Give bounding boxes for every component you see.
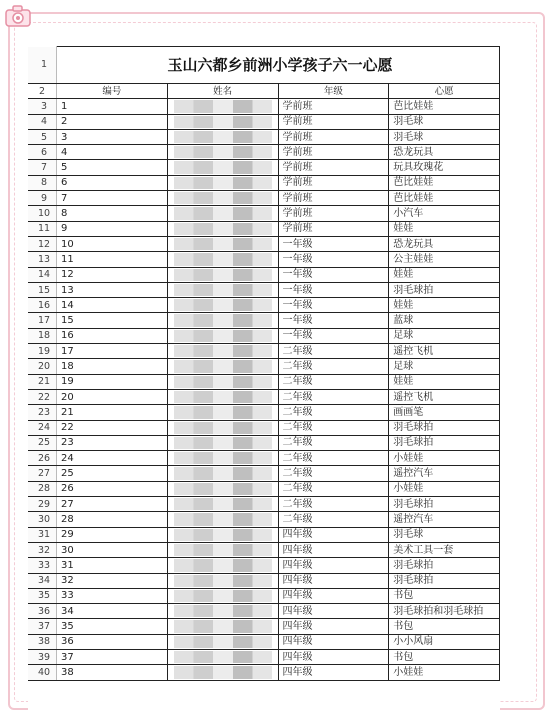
cell-grade: 学前班 <box>278 191 389 206</box>
cell-wish: 羽毛球拍 <box>389 420 500 435</box>
cell-wish: 书包 <box>389 649 500 664</box>
cell-no: 38 <box>57 665 168 680</box>
cell-no: 26 <box>57 481 168 496</box>
header-row <box>28 84 500 99</box>
cell-name-redacted <box>167 221 278 236</box>
cell-grade: 四年级 <box>278 573 389 588</box>
cell-name-redacted <box>167 359 278 374</box>
table-row <box>28 313 500 328</box>
table-row <box>28 175 500 190</box>
table-row <box>28 191 500 206</box>
cell-name-redacted <box>167 649 278 664</box>
table-row <box>28 466 500 481</box>
cell-name-redacted <box>167 267 278 282</box>
cell-name-redacted <box>167 588 278 603</box>
table-row <box>28 236 500 251</box>
table-row <box>28 206 500 221</box>
table-row <box>28 221 500 236</box>
row-number: 27 <box>28 466 57 481</box>
cell-name-redacted <box>167 527 278 542</box>
cell-grade: 二年级 <box>278 389 389 404</box>
redaction-mosaic <box>174 177 272 189</box>
cell-name-redacted <box>167 420 278 435</box>
cell-name-redacted <box>167 389 278 404</box>
cell-no: 25 <box>57 466 168 481</box>
row-number: 28 <box>28 481 57 496</box>
cell-wish: 娃娃 <box>389 298 500 313</box>
cell-name-redacted <box>167 604 278 619</box>
table-row <box>28 451 500 466</box>
row-number: 2 <box>28 84 57 99</box>
cell-wish: 遥控汽车 <box>389 466 500 481</box>
cell-grade: 二年级 <box>278 420 389 435</box>
row-number: 15 <box>28 282 57 297</box>
row-number: 8 <box>28 175 57 190</box>
cell-wish: 小汽车 <box>389 206 500 221</box>
redaction-mosaic <box>174 391 272 403</box>
cell-wish: 羽毛球拍 <box>389 573 500 588</box>
cell-grade: 四年级 <box>278 588 389 603</box>
table-row <box>28 481 500 496</box>
redaction-mosaic <box>174 636 272 648</box>
redaction-mosaic <box>174 559 272 571</box>
cell-name-redacted <box>167 328 278 343</box>
cell-no: 8 <box>57 206 168 221</box>
table-row <box>28 129 500 144</box>
row-number: 10 <box>28 206 57 221</box>
row-number: 4 <box>28 114 57 129</box>
cell-grade: 学前班 <box>278 99 389 114</box>
cell-no: 32 <box>57 573 168 588</box>
table-row <box>28 527 500 542</box>
redaction-mosaic <box>174 437 272 449</box>
cell-wish: 恐龙玩具 <box>389 145 500 160</box>
cell-name-redacted <box>167 282 278 297</box>
cell-wish: 羽毛球 <box>389 527 500 542</box>
cell-wish: 小小风扇 <box>389 634 500 649</box>
cell-no: 14 <box>57 298 168 313</box>
cell-wish: 羽毛球拍 <box>389 497 500 512</box>
cell-grade: 四年级 <box>278 527 389 542</box>
cell-no: 15 <box>57 313 168 328</box>
cell-wish: 小娃娃 <box>389 481 500 496</box>
row-number: 24 <box>28 420 57 435</box>
cell-wish: 羽毛球 <box>389 114 500 129</box>
cell-no: 21 <box>57 405 168 420</box>
cell-no: 20 <box>57 389 168 404</box>
row-number: 3 <box>28 99 57 114</box>
cell-grade: 一年级 <box>278 267 389 282</box>
table-row <box>28 114 500 129</box>
table-row <box>28 588 500 603</box>
redaction-mosaic <box>174 345 272 357</box>
redaction-mosaic <box>174 284 272 296</box>
cell-wish: 美术工具一套 <box>389 542 500 557</box>
row-number: 12 <box>28 236 57 251</box>
row-number: 1 <box>28 47 57 84</box>
cell-name-redacted <box>167 313 278 328</box>
cell-wish: 娃娃 <box>389 221 500 236</box>
table-row <box>28 405 500 420</box>
cell-grade: 四年级 <box>278 665 389 680</box>
cell-no: 34 <box>57 604 168 619</box>
table-row <box>28 282 500 297</box>
cell-no: 17 <box>57 344 168 359</box>
cell-wish: 小娃娃 <box>389 665 500 680</box>
redaction-mosaic <box>174 253 272 265</box>
table-row <box>28 298 500 313</box>
cell-wish: 小娃娃 <box>389 451 500 466</box>
cell-grade: 二年级 <box>278 451 389 466</box>
cell-grade: 学前班 <box>278 221 389 236</box>
cell-name-redacted <box>167 114 278 129</box>
redaction-mosaic <box>174 605 272 617</box>
cell-grade: 四年级 <box>278 604 389 619</box>
cell-no: 9 <box>57 221 168 236</box>
cell-name-redacted <box>167 160 278 175</box>
cell-name-redacted <box>167 497 278 512</box>
table-row <box>28 374 500 389</box>
cell-name-redacted <box>167 466 278 481</box>
cell-no: 11 <box>57 252 168 267</box>
table-row <box>28 99 500 114</box>
cell-grade: 四年级 <box>278 542 389 557</box>
cell-no: 3 <box>57 129 168 144</box>
cell-no: 33 <box>57 588 168 603</box>
cell-no: 5 <box>57 160 168 175</box>
redaction-mosaic <box>174 360 272 372</box>
cell-grade: 二年级 <box>278 359 389 374</box>
cell-no: 19 <box>57 374 168 389</box>
row-number: 16 <box>28 298 57 313</box>
cell-name-redacted <box>167 145 278 160</box>
page-title: 玉山六都乡前洲小学孩子六一心愿 <box>57 47 500 84</box>
redaction-mosaic <box>174 590 272 602</box>
cell-name-redacted <box>167 542 278 557</box>
cell-no: 12 <box>57 267 168 282</box>
cell-wish: 遥控飞机 <box>389 344 500 359</box>
table-row <box>28 145 500 160</box>
cell-grade: 一年级 <box>278 236 389 251</box>
redaction-mosaic <box>174 269 272 281</box>
cell-wish: 公主娃娃 <box>389 252 500 267</box>
cell-no: 7 <box>57 191 168 206</box>
table-row <box>28 558 500 573</box>
cell-grade: 一年级 <box>278 328 389 343</box>
cell-no: 24 <box>57 451 168 466</box>
cell-grade: 学前班 <box>278 175 389 190</box>
row-number: 5 <box>28 129 57 144</box>
cell-wish: 芭比娃娃 <box>389 191 500 206</box>
row-number: 40 <box>28 665 57 680</box>
cell-no: 1 <box>57 99 168 114</box>
cell-name-redacted <box>167 634 278 649</box>
table-row <box>28 160 500 175</box>
row-number: 13 <box>28 252 57 267</box>
redaction-mosaic <box>174 483 272 495</box>
wish-table <box>28 46 500 681</box>
redaction-mosaic <box>174 376 272 388</box>
redaction-mosaic <box>174 513 272 525</box>
row-number: 11 <box>28 221 57 236</box>
cell-grade: 二年级 <box>278 497 389 512</box>
redaction-mosaic <box>174 575 272 587</box>
cell-name-redacted <box>167 619 278 634</box>
redaction-mosaic <box>174 207 272 219</box>
row-number: 31 <box>28 527 57 542</box>
cell-grade: 四年级 <box>278 634 389 649</box>
cell-name-redacted <box>167 191 278 206</box>
cell-wish: 羽毛球 <box>389 129 500 144</box>
cell-no: 28 <box>57 512 168 527</box>
table-row <box>28 435 500 450</box>
table-row <box>28 649 500 664</box>
redaction-mosaic <box>174 330 272 342</box>
table-row <box>28 359 500 374</box>
cell-name-redacted <box>167 481 278 496</box>
cell-name-redacted <box>167 99 278 114</box>
cell-no: 13 <box>57 282 168 297</box>
cell-wish: 羽毛球拍和羽毛球拍 <box>389 604 500 619</box>
redaction-mosaic <box>174 452 272 464</box>
redaction-mosaic <box>174 192 272 204</box>
row-number: 26 <box>28 451 57 466</box>
row-number: 35 <box>28 588 57 603</box>
cell-grade: 四年级 <box>278 558 389 573</box>
row-number: 19 <box>28 344 57 359</box>
cell-no: 30 <box>57 542 168 557</box>
row-number: 9 <box>28 191 57 206</box>
redaction-mosaic <box>174 314 272 326</box>
redaction-mosaic <box>174 620 272 632</box>
redaction-mosaic <box>174 146 272 158</box>
cell-wish: 羽毛球拍 <box>389 558 500 573</box>
table-row <box>28 344 500 359</box>
cell-name-redacted <box>167 236 278 251</box>
cell-name-redacted <box>167 573 278 588</box>
cell-name-redacted <box>167 298 278 313</box>
cell-no: 6 <box>57 175 168 190</box>
row-number: 21 <box>28 374 57 389</box>
column-header-wish: 心愿 <box>389 84 500 99</box>
cell-no: 35 <box>57 619 168 634</box>
row-number: 37 <box>28 619 57 634</box>
cell-no: 16 <box>57 328 168 343</box>
cell-grade: 二年级 <box>278 374 389 389</box>
row-number: 30 <box>28 512 57 527</box>
cell-no: 37 <box>57 649 168 664</box>
row-number: 22 <box>28 389 57 404</box>
cell-wish: 羽毛球拍 <box>389 282 500 297</box>
cell-name-redacted <box>167 665 278 680</box>
cell-wish: 芭比娃娃 <box>389 99 500 114</box>
cell-no: 23 <box>57 435 168 450</box>
redaction-mosaic <box>174 651 272 663</box>
cell-name-redacted <box>167 405 278 420</box>
cell-name-redacted <box>167 344 278 359</box>
redaction-mosaic <box>174 238 272 250</box>
redaction-mosaic <box>174 223 272 235</box>
cell-name-redacted <box>167 206 278 221</box>
cell-no: 29 <box>57 527 168 542</box>
redaction-mosaic <box>174 666 272 678</box>
cell-wish: 羽毛球拍 <box>389 435 500 450</box>
cell-name-redacted <box>167 512 278 527</box>
cell-grade: 四年级 <box>278 619 389 634</box>
cell-grade: 一年级 <box>278 298 389 313</box>
row-number: 38 <box>28 634 57 649</box>
cell-wish: 娃娃 <box>389 267 500 282</box>
cell-grade: 四年级 <box>278 649 389 664</box>
table-row <box>28 389 500 404</box>
table-row <box>28 604 500 619</box>
cell-no: 4 <box>57 145 168 160</box>
cell-no: 27 <box>57 497 168 512</box>
table-row <box>28 619 500 634</box>
cell-grade: 二年级 <box>278 405 389 420</box>
title-row <box>28 47 500 84</box>
table-row <box>28 634 500 649</box>
cell-grade: 二年级 <box>278 435 389 450</box>
row-number: 20 <box>28 359 57 374</box>
redaction-mosaic <box>174 467 272 479</box>
row-number: 33 <box>28 558 57 573</box>
row-number: 29 <box>28 497 57 512</box>
cell-name-redacted <box>167 252 278 267</box>
table-row <box>28 512 500 527</box>
cell-grade: 学前班 <box>278 206 389 221</box>
table-row <box>28 420 500 435</box>
redaction-mosaic <box>174 406 272 418</box>
row-number: 7 <box>28 160 57 175</box>
column-header-no: 编号 <box>57 84 168 99</box>
table-row <box>28 267 500 282</box>
redaction-mosaic <box>174 544 272 556</box>
cell-wish: 恐龙玩具 <box>389 236 500 251</box>
table-row <box>28 252 500 267</box>
row-number: 17 <box>28 313 57 328</box>
cell-grade: 二年级 <box>278 512 389 527</box>
cell-no: 22 <box>57 420 168 435</box>
cell-grade: 一年级 <box>278 282 389 297</box>
row-number: 32 <box>28 542 57 557</box>
camera-icon <box>3 3 33 29</box>
cell-no: 10 <box>57 236 168 251</box>
table-row <box>28 573 500 588</box>
cell-wish: 蓝球 <box>389 313 500 328</box>
cell-name-redacted <box>167 558 278 573</box>
redaction-mosaic <box>174 529 272 541</box>
cell-wish: 书包 <box>389 588 500 603</box>
cell-name-redacted <box>167 451 278 466</box>
cell-name-redacted <box>167 435 278 450</box>
row-number: 18 <box>28 328 57 343</box>
cell-no: 31 <box>57 558 168 573</box>
redaction-mosaic <box>174 299 272 311</box>
column-header-grade: 年级 <box>278 84 389 99</box>
spreadsheet <box>28 46 500 710</box>
row-number: 25 <box>28 435 57 450</box>
cell-name-redacted <box>167 175 278 190</box>
cell-wish: 遥控飞机 <box>389 389 500 404</box>
cell-wish: 玩具玫瑰花 <box>389 160 500 175</box>
cell-no: 18 <box>57 359 168 374</box>
cell-no: 36 <box>57 634 168 649</box>
cell-name-redacted <box>167 374 278 389</box>
cell-grade: 学前班 <box>278 160 389 175</box>
redaction-mosaic <box>174 161 272 173</box>
cell-grade: 学前班 <box>278 129 389 144</box>
cell-grade: 二年级 <box>278 481 389 496</box>
cell-grade: 二年级 <box>278 466 389 481</box>
redaction-mosaic <box>174 116 272 128</box>
column-header-name: 姓名 <box>167 84 278 99</box>
table-row <box>28 542 500 557</box>
row-number: 6 <box>28 145 57 160</box>
table-row <box>28 665 500 680</box>
cell-grade: 一年级 <box>278 252 389 267</box>
row-number: 23 <box>28 405 57 420</box>
redaction-mosaic <box>174 498 272 510</box>
redaction-mosaic <box>174 422 272 434</box>
cell-wish: 书包 <box>389 619 500 634</box>
cell-grade: 二年级 <box>278 344 389 359</box>
cell-wish: 芭比娃娃 <box>389 175 500 190</box>
cell-wish: 娃娃 <box>389 374 500 389</box>
row-number: 36 <box>28 604 57 619</box>
table-row <box>28 497 500 512</box>
cell-name-redacted <box>167 129 278 144</box>
cell-wish: 遥控汽车 <box>389 512 500 527</box>
row-number: 34 <box>28 573 57 588</box>
cell-no: 2 <box>57 114 168 129</box>
table-row <box>28 328 500 343</box>
row-number: 39 <box>28 649 57 664</box>
cell-wish: 画画笔 <box>389 405 500 420</box>
cell-wish: 足球 <box>389 359 500 374</box>
redaction-mosaic <box>174 100 272 112</box>
cell-grade: 学前班 <box>278 145 389 160</box>
cell-grade: 学前班 <box>278 114 389 129</box>
row-number: 14 <box>28 267 57 282</box>
cell-wish: 足球 <box>389 328 500 343</box>
cell-grade: 一年级 <box>278 313 389 328</box>
redaction-mosaic <box>174 131 272 143</box>
